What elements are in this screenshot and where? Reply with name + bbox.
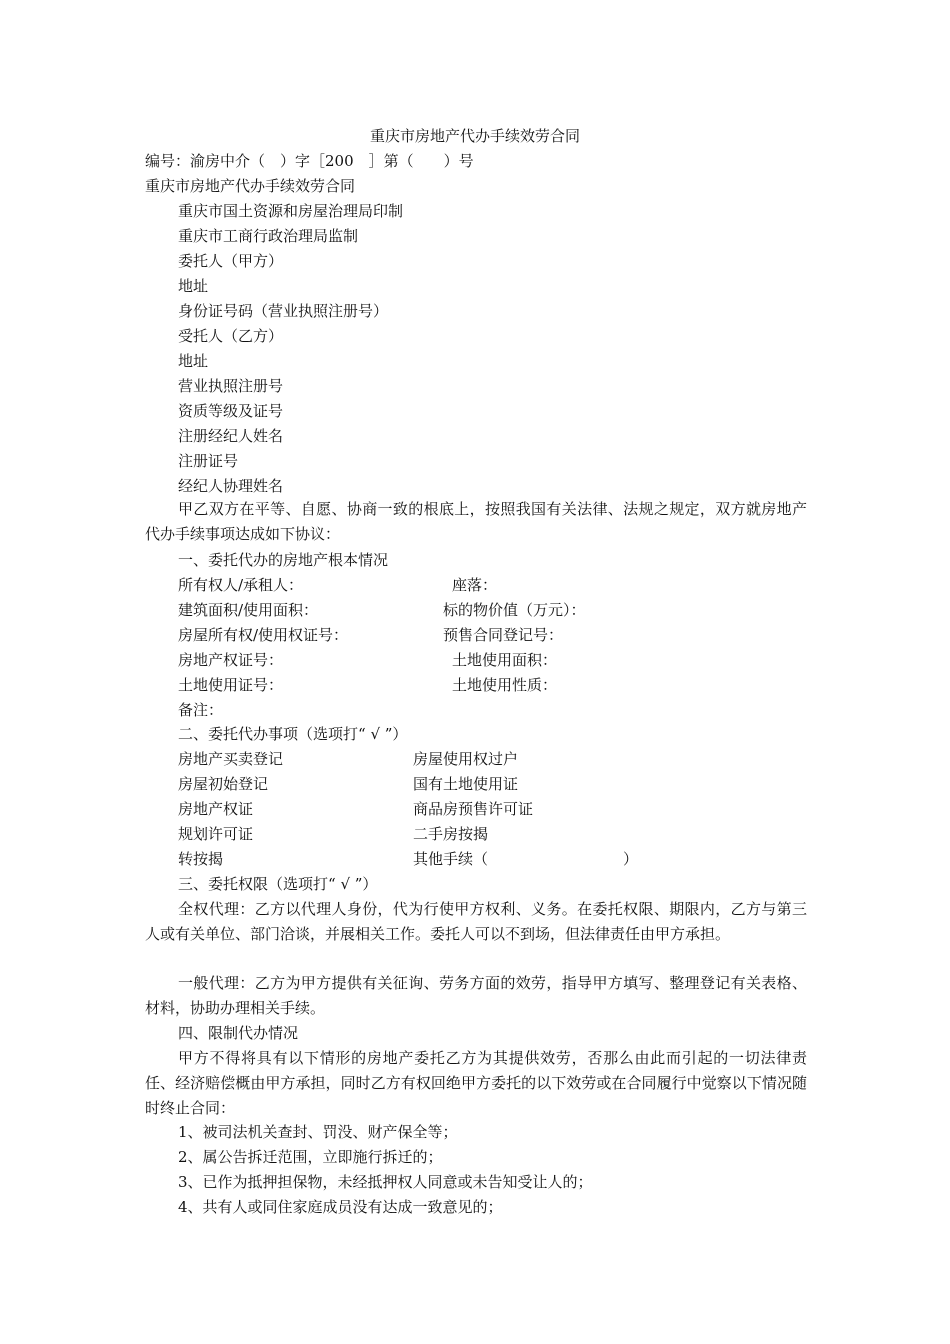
section2-heading: 二、委托代办事项（选项打“ √ ”） (178, 725, 408, 743)
s4-item-4: 4、共有人或同住家庭成员没有达成一致意见的； (178, 1198, 503, 1216)
s2-row3-left: 房地产权证 (178, 800, 254, 818)
s1-row1-left: 所有权人/承租人： (178, 576, 304, 594)
s1-row2-right: 标的物价值（万元）： (443, 601, 586, 619)
s4-item-1: 1、被司法机关查封、罚没、财产保全等； (178, 1123, 458, 1141)
s1-row5-left: 土地使用证号： (178, 676, 284, 694)
section3-heading: 三、委托权限（选项打“ √ ”） (178, 875, 378, 893)
s2-row3-right: 商品房预售许可证 (413, 800, 534, 818)
assistant-name-label: 经纪人协理姓名 (178, 477, 284, 495)
s1-row2-left: 建筑面积/使用面积： (178, 601, 319, 619)
s1-row4-left: 房地产权证号： (178, 651, 284, 669)
s4-item-2: 2、属公告拆迁范围，立即施行拆迁的； (178, 1148, 443, 1166)
agent-address-label: 地址 (178, 352, 209, 370)
principal-label: 委托人（甲方） (178, 252, 284, 270)
s2-row1-left: 房地产买卖登记 (178, 750, 284, 768)
contract-number: 编号：渝房中介（ ）字［200 ］第（ ）号 (145, 152, 474, 170)
agent-qualification-label: 资质等级及证号 (178, 402, 284, 420)
s2-row2-left: 房屋初始登记 (178, 775, 269, 793)
s4-item-3: 3、已作为抵押担保物，未经抵押权人同意或未告知受让人的； (178, 1173, 593, 1191)
s1-row4-right: 土地使用面积： (452, 651, 558, 669)
agent-license-label: 营业执照注册号 (178, 377, 284, 395)
s2-row2-right: 国有土地使用证 (413, 775, 519, 793)
intro-paragraph: 甲乙双方在平等、自愿、协商一致的根底上，按照我国有关法律、法规之规定，双方就房地产代办手续事项达成如下协议： (145, 500, 807, 543)
section4-heading: 四、限制代办情况 (178, 1024, 299, 1042)
s4-intro: 甲方不得将具有以下情形的房地产委托乙方为其提供效劳，否那么由此而引起的一切法律责任、经济赔偿概由甲方承担，同时乙方有权回绝甲方委托的以下效劳或在合同履行中觉察以下情况随时终止合同： (145, 1049, 807, 1117)
broker-cert-label: 注册证号 (178, 452, 239, 470)
document-title: 重庆市房地产代办手续效劳合同 (369, 127, 580, 145)
s3-general-agency: 一般代理：乙方为甲方提供有关征询、劳务方面的效劳，指导甲方填写、整理登记有关表格、材料，协助办理相关手续。 (145, 974, 807, 1017)
contract-subtitle: 重庆市房地产代办手续效劳合同 (145, 177, 356, 195)
s2-row4-left: 规划许可证 (178, 825, 254, 843)
s2-row5-right: 其他手续（ ） (413, 850, 639, 868)
s1-row3-left: 房屋所有权/使用权证号： (178, 626, 349, 644)
s2-row4-right: 二手房按揭 (413, 825, 489, 843)
section1-heading: 一、委托代办的房地产根本情况 (178, 551, 389, 569)
supervised-by: 重庆市工商行政治理局监制 (178, 227, 359, 245)
s2-row1-right: 房屋使用权过户 (413, 750, 519, 768)
s3-full-agency: 全权代理：乙方以代理人身份，代为行使甲方权利、义务。在委托权限、期限内，乙方与第三人或有关单位、部门洽谈，并展相关工作。委托人可以不到场，但法律责任由甲方承担。 (145, 900, 807, 943)
printed-by: 重庆市国土资源和房屋治理局印制 (178, 202, 404, 220)
broker-name-label: 注册经纪人姓名 (178, 427, 284, 445)
s1-row1-right: 座落： (452, 576, 498, 594)
principal-id-label: 身份证号码（营业执照注册号） (178, 302, 389, 320)
principal-address-label: 地址 (178, 277, 209, 295)
agent-label: 受托人（乙方） (178, 327, 284, 345)
s1-remark: 备注： (178, 701, 224, 719)
s1-row5-right: 土地使用性质： (452, 676, 558, 694)
s1-row3-right: 预售合同登记号： (443, 626, 564, 644)
s2-row5-left: 转按揭 (178, 850, 224, 868)
